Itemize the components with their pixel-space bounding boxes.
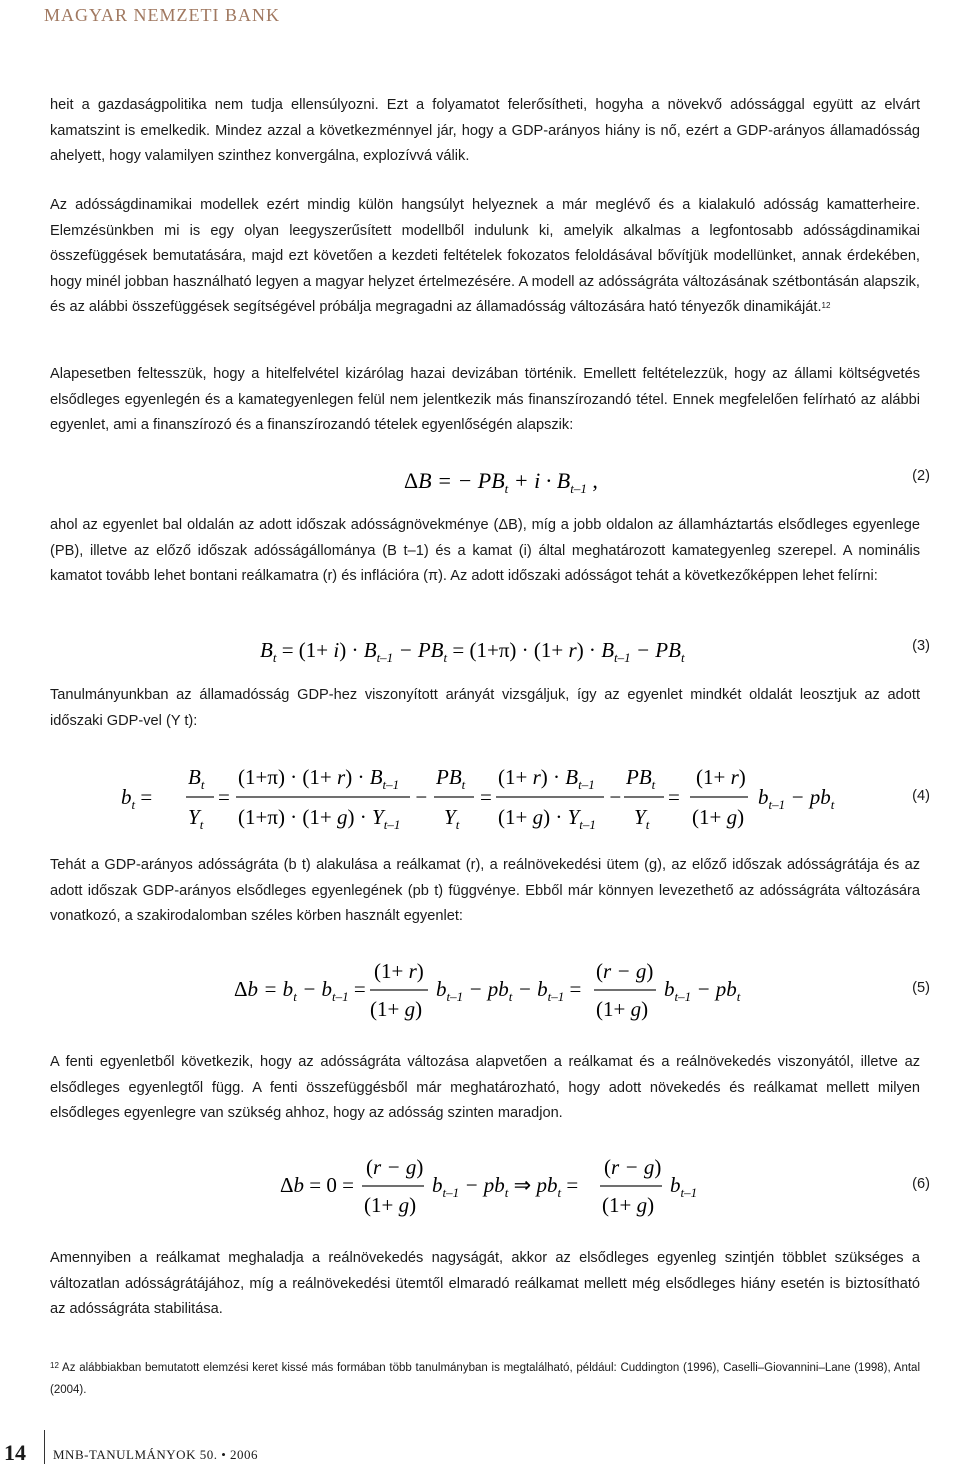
running-header: MAGYAR NEMZETI BANK bbox=[44, 5, 280, 25]
equation-5 bbox=[0, 958, 960, 1028]
svg-text:(r − g): (r − g) bbox=[596, 959, 654, 983]
svg-text:Δb = 0 =: Δb = 0 = bbox=[280, 1173, 354, 1197]
paragraph-8: Amennyiben a reálkamat meghaladja a reálnövekedés nagyságát, akkor az elsődleges egyenleg szintjén többlet szükséges a változatlan adósságrátájához, míg a reálnövekedési ütemtől elmaradó reálkamat mellett még elsődleges hiány esetén is biztosítható az adósságráta stabilitása. bbox=[50, 1250, 920, 1318]
svg-text:−: − bbox=[608, 785, 623, 809]
equation-6 bbox=[0, 1154, 960, 1224]
equation-4 bbox=[0, 760, 960, 840]
svg-text:−: − bbox=[414, 785, 429, 809]
paragraph-2-text: Az adósságdinamikai modellek ezért mindig külön hangsúlyt helyeznek a már meglévő és a kialakuló adósság kamatterheire. Elemzésünkben mi is egy olyan leegyszerűsített modellből indulunk ki, amelyik alkalmas a legfontosabb adósságdinamikai összefüggések bemutatására, majd ezt követően a kezdeti feltételek fokozatos feloldásával bővítjük modellünket, annak érdekében, hogy minél jobban használható legyen a magyar helyzet értelmezésére. A modell az adósságráta változásának szétbontásán alapszik, és az alábbi összefüggések segítségével próbálja megragadni az államadósság változására ható tényezők dinamikáját. bbox=[50, 197, 920, 316]
svg-text:=: = bbox=[480, 785, 492, 809]
svg-text:(1+ g): (1+ g) bbox=[692, 805, 745, 829]
paragraph-3: Alapesetben feltesszük, hogy a hitelfelvétel kizárólag hazai devizában történik. Emellett feltételezzük, hogy az állami költségvetés elsődleges egyenlegén és a kamategyenlegen felül nem jelentkezik más finanszírozandó tétel. Ennek megfelelően felírható az alábbi egyenlet, ami a finanszírozó és a finanszírozandó tételek egyenlőségén alapszik: bbox=[50, 366, 920, 434]
svg-text:(1+ g): (1+ g) bbox=[364, 1193, 417, 1217]
equation-3 bbox=[0, 630, 960, 670]
svg-text:bt =: $b_t$ = bbox=[121, 785, 153, 812]
svg-text:bt–1: $b_{t-1}$ bbox=[670, 1173, 698, 1200]
equation-number-4: (4) bbox=[912, 788, 930, 804]
svg-text:(1+ r) · Bt–1: $(1+ r) \cdot B_{t-1}$ bbox=[498, 765, 595, 792]
svg-text:Yt: $Y_t$ bbox=[444, 805, 460, 832]
svg-text:Yt: $Y_t$ bbox=[188, 805, 204, 832]
equation-5-formula bbox=[0, 958, 960, 1028]
paragraph-7: A fenti egyenletből következik, hogy az adósságráta változása alapvetően a reálkamat és a reálnövekedés viszonyától, illetve az elsődleges egyenlegtől függ. A fenti összefüggésből már meghatározható, hogy adott növekedés és reálkamat mellett milyen elsődleges egyenlegre van szükség ahhoz, hogy az adósság szinten maradjon. bbox=[50, 1054, 920, 1122]
svg-text:(1+ g): (1+ g) bbox=[370, 997, 423, 1021]
svg-text:Yt: $Y_t$ bbox=[634, 805, 650, 832]
equation-2 bbox=[0, 460, 960, 500]
equation-number-3: (3) bbox=[912, 638, 930, 654]
publication-info: MNB-TANULMÁNYOK 50. • 2006 bbox=[53, 1447, 259, 1462]
svg-text:(r − g): (r − g) bbox=[604, 1155, 662, 1179]
equation-6-formula bbox=[0, 1154, 960, 1224]
svg-text:bt–1 − pbt ⇒ pbt =: $b_{t-1} - pb_t$ ⇒ $pb_t$ = bbox=[432, 1173, 579, 1200]
equation-number-2: (2) bbox=[912, 468, 930, 484]
equation-4-formula bbox=[0, 760, 960, 840]
svg-text:(1+π) · (1+ r) · Bt–1: $(1+\pi) \cdot (1+ r) \cdot B_{t-1}$ bbox=[238, 765, 400, 792]
svg-text:(1+π) · (1+ g) · Yt–1: $(1+\pi) \cdot (1+ g) \cdot Y_{t-1}$ bbox=[238, 805, 401, 832]
svg-text:(r − g): (r − g) bbox=[366, 1155, 424, 1179]
footer-divider bbox=[44, 1430, 45, 1464]
svg-text:(1+ g) · Yt–1: $(1+ g) \cdot Y_{t-1}$ bbox=[498, 805, 596, 832]
footnote-text: Az alábbiakban bemutatott elemzési keret kissé más formában több tanulmányban is megtalálható, például: Cuddington (1996), Caselli–Giovannini–Lane (1998), Antal (2004). bbox=[50, 1362, 920, 1396]
equation-number-5: (5) bbox=[912, 980, 930, 996]
svg-text:(1+ r): (1+ r) bbox=[696, 765, 746, 789]
paragraph-4: ahol az egyenlet bal oldalán az adott időszak adósságnövekménye (ΔB), míg a jobb oldalon az államháztartás elsődleges egyenlege (PB), illetve az előző időszak adósságállománya (B t–1) és a kamat (i) által meghatározott kamategyenleg szerepel. A nominális kamatot tovább lehet bontani reálkamatra (r) és inflációra (π). Az adott időszaki adósságot tehát a következőképpen lehet felírni: bbox=[50, 517, 920, 585]
paragraph-6: Tehát a GDP-arányos adósságráta (b t) alakulása a reálkamat (r), a reálnövekedési ütem (g), az előző időszak adósságrátája és az adott időszak GDP-arányos elsődleges egyenlegének (pb t) függvénye. Ebből már könnyen levezethető az adósságráta változására vonatkozó, a szakirodalomban széles körben használt egyenlet: bbox=[50, 857, 920, 925]
svg-text:(1+ g): (1+ g) bbox=[602, 1193, 655, 1217]
footnote-divider bbox=[50, 1352, 280, 1353]
svg-text:PBt: $PB_t$ bbox=[626, 765, 656, 792]
equation-3-formula bbox=[0, 630, 960, 670]
svg-text:(1+ g): (1+ g) bbox=[596, 997, 649, 1021]
svg-text:PBt: $PB_t$ bbox=[436, 765, 466, 792]
equation-number-6: (6) bbox=[912, 1176, 930, 1192]
svg-text:bt–1 − pbt: $b_{t-1} - pb_t$ bbox=[664, 977, 741, 1004]
svg-text:Bt = (1+ i) · Bt–1 − PBt = (1+: $B_t = (1+ i) \cdot B_{t-1} - PB_t = (1+\pi) \cdot (1+ r) \cdot B_{t-1} - PB_t$ bbox=[260, 638, 685, 665]
paragraph-1: heit a gazdaságpolitika nem tudja ellensúlyozni. Ezt a folyamatot felerősítheti, hogyha a növekvő adóssággal együtt az elvárt kamatszint is emelkedik. Mindez azzal a következménnyel jár, hogy a GDP-arányos hiány is nő, ezért a GDP-arányos államadósság ahelyett, hogy valamilyen szinthez konvergálna, explozívvá válik. bbox=[50, 97, 920, 165]
footnote-ref: 12 bbox=[821, 301, 831, 311]
page-number: 14 bbox=[4, 1440, 26, 1465]
footnote bbox=[50, 1357, 920, 1401]
svg-text:(1+ r): (1+ r) bbox=[374, 959, 424, 983]
svg-text:Bt: $B_t$ bbox=[188, 765, 205, 792]
svg-text:bt–1 − pbt: $b_{t-1} - pb_t$ bbox=[758, 785, 835, 812]
footnote-number: 12 bbox=[50, 1361, 59, 1370]
svg-text:ΔB = − PBt + i · Bt–1 ,: ΔB = − $PB_t + i \cdot B_{t-1}$ , bbox=[404, 468, 598, 496]
paragraph-5: Tanulmányunkban az államadósság GDP-hez viszonyított arányát vizsgáljuk, így az egyenlet mindkét oldalát leosztjuk az adott időszaki GDP-vel (Y t): bbox=[50, 687, 920, 729]
svg-text:=: = bbox=[218, 785, 230, 809]
svg-text:=: = bbox=[668, 785, 680, 809]
svg-text:Δb = bt − bt–1 =: $\Delta b = b_t - b_{t-1}$ = bbox=[234, 977, 366, 1004]
equation-2-formula bbox=[0, 460, 960, 500]
svg-text:bt–1 − pbt − bt–1 =: $b_{t-1} - pb_t - b_{t-1}$ = bbox=[436, 977, 582, 1004]
paragraph-2 bbox=[50, 193, 920, 321]
